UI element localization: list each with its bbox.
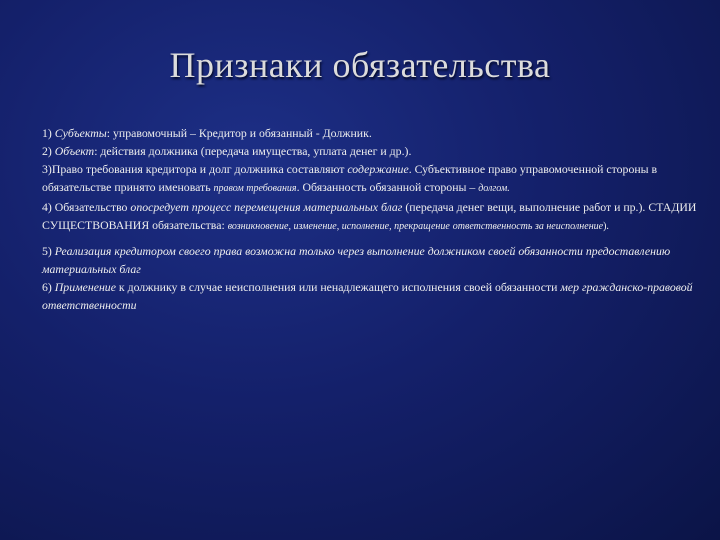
paragraph-obligation xyxy=(42,198,720,236)
paragraph-text: : действия должника (передача имущества, уплата денег и др.). xyxy=(94,144,412,158)
paragraph-text: 5) xyxy=(42,244,55,258)
slide-title: Признаки обязательства xyxy=(169,45,551,85)
slide-content xyxy=(42,124,720,314)
paragraph-text: 6) xyxy=(42,280,55,294)
paragraph-text: 2) xyxy=(42,144,55,158)
paragraph-term: Применение xyxy=(54,280,116,294)
paragraph-content xyxy=(42,160,720,198)
paragraph-object xyxy=(42,142,720,160)
paragraph-text: ). xyxy=(603,221,609,232)
paragraph-term: ответственность за неисполнение xyxy=(452,221,604,232)
paragraph-liability xyxy=(42,278,720,314)
paragraph-term: возникновение, изменение, исполнение, прекращение xyxy=(227,221,450,232)
paragraph-text: 4) Обязательство xyxy=(42,200,131,214)
paragraph-text: . Обязанность обязанной стороны – xyxy=(296,180,479,194)
paragraph-term: Субъекты xyxy=(54,126,107,140)
paragraph-text: 1) xyxy=(42,126,55,140)
paragraph-term: правом требования xyxy=(213,183,297,194)
paragraph-term: содержание xyxy=(347,162,409,176)
paragraph-text: к должнику в случае неисполнения или ненадлежащего исполнения своей обязанности xyxy=(115,280,561,294)
paragraph-text: 3)Право требования кредитора и долг должника составляют xyxy=(42,162,348,176)
paragraph-text: . Субъективное право управомоченной стороны в обязательстве принято именовать xyxy=(42,162,658,194)
paragraph-text: : управомочный – Кредитор и обязанный - Должник. xyxy=(106,126,372,140)
paragraph-term: Объект xyxy=(54,144,95,158)
paragraph-term: долгом. xyxy=(478,183,510,194)
paragraph-subjects xyxy=(42,124,720,142)
paragraph-realization xyxy=(42,242,720,278)
paragraph-term: опосредует процесс перемещения материальных благ xyxy=(130,200,403,214)
paragraph-text: (передача денег вещи, выполнение работ и пр.). СТАДИИ СУЩЕСТВОВАНИЯ обязательства: xyxy=(42,200,697,232)
paragraph-term: Реализация кредитором своего права возможна только через выполнение должником своей обязанности предоставлению материальных благ xyxy=(42,244,671,276)
paragraph-term: мер гражданско-правовой ответственности xyxy=(42,280,693,312)
